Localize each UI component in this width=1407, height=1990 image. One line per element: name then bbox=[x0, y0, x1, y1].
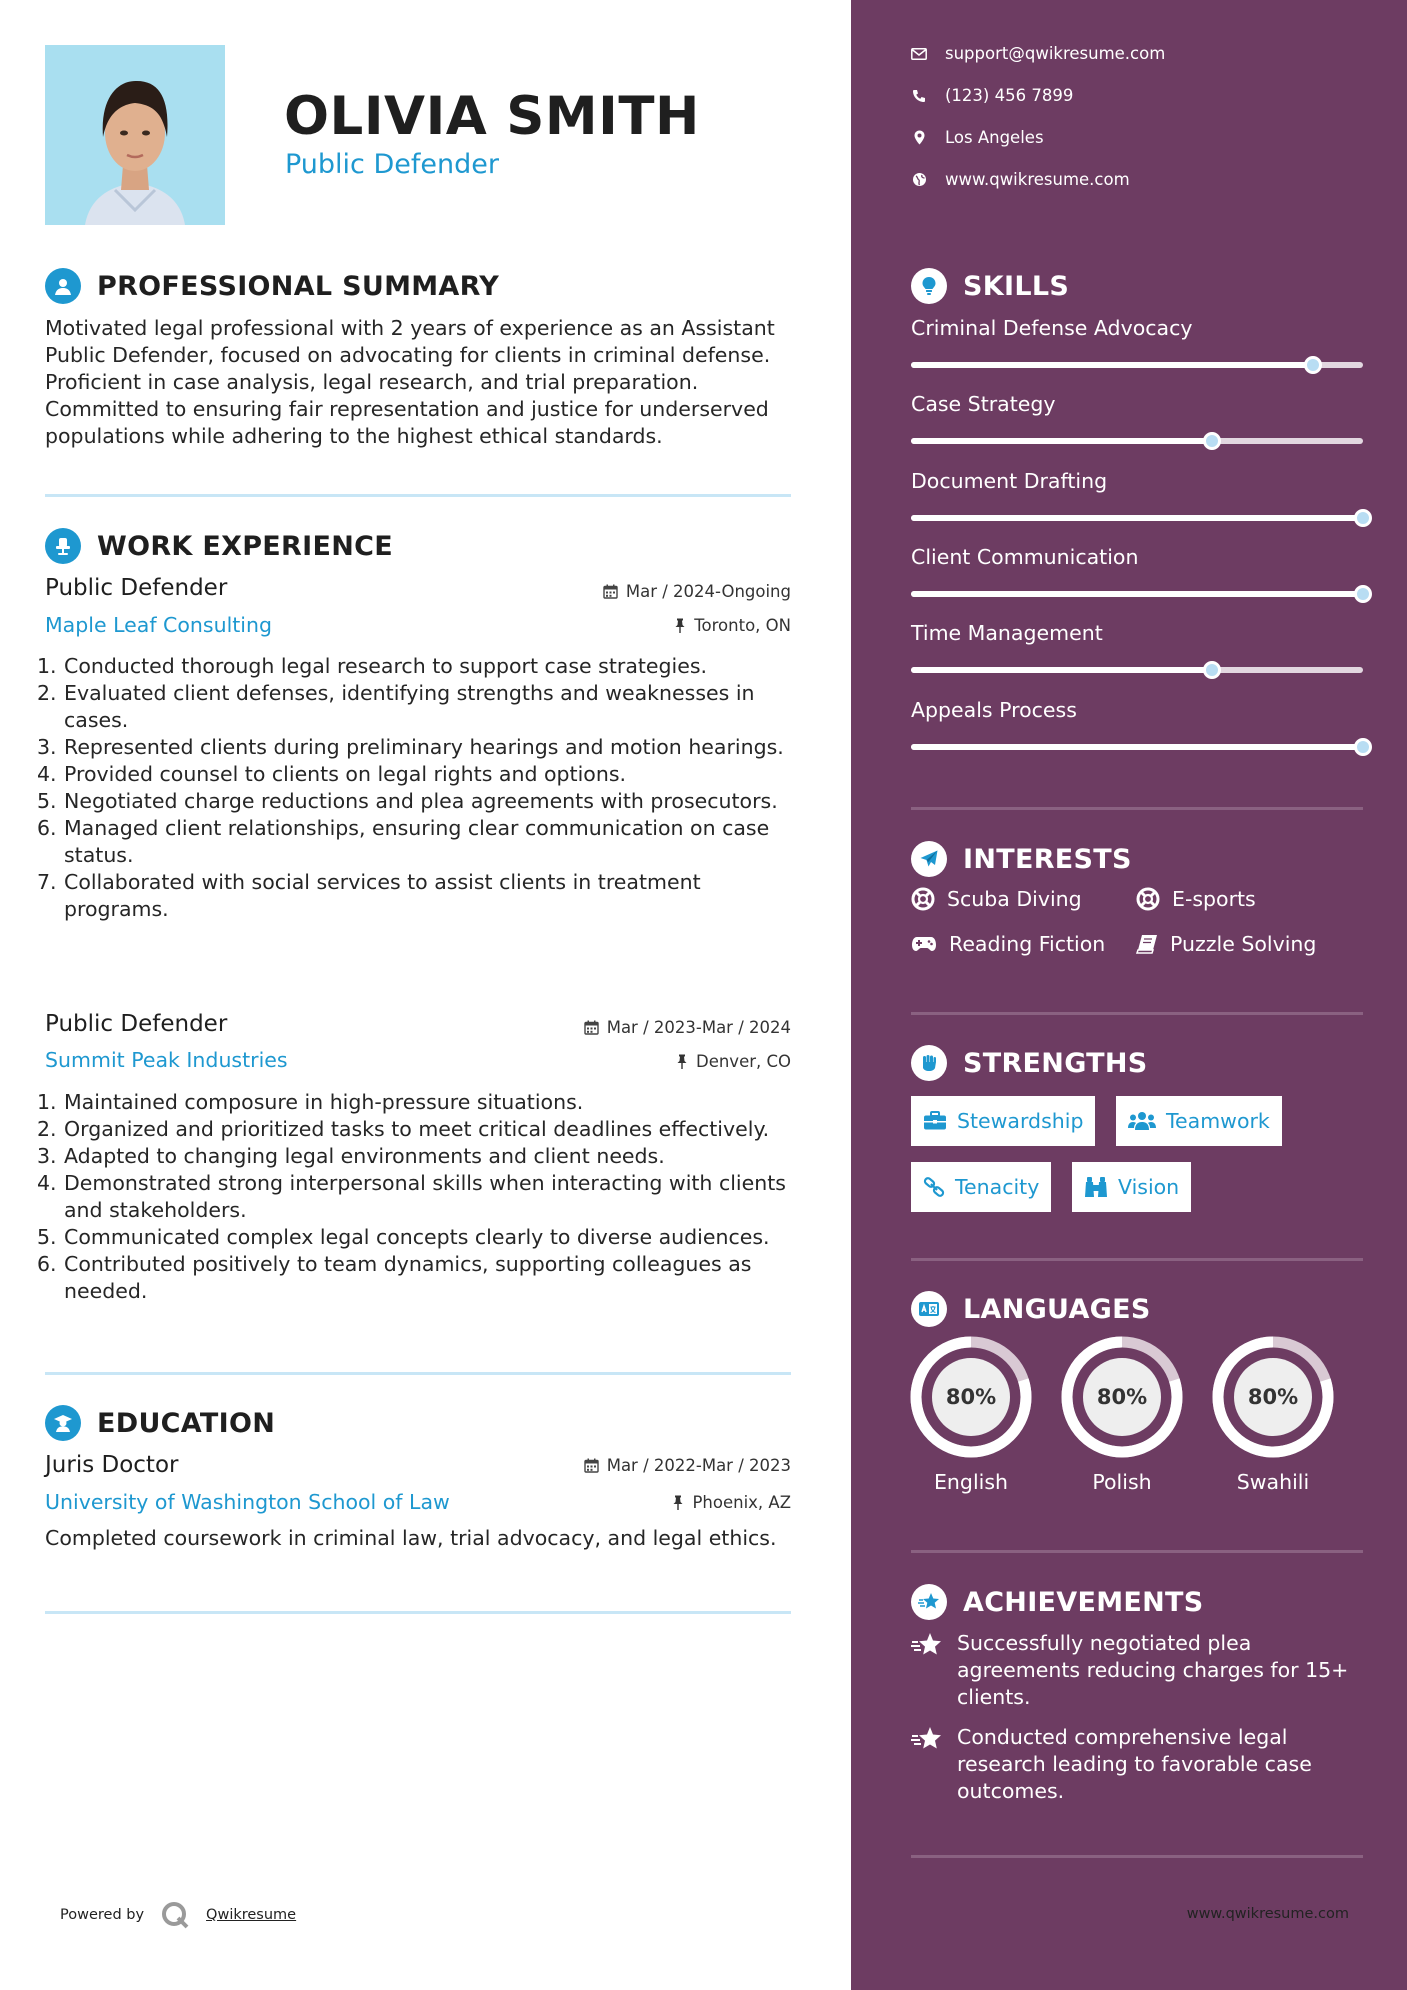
translate-icon bbox=[911, 1291, 947, 1327]
list-item: 4. Provided counsel to clients on legal rights and options. bbox=[37, 762, 627, 786]
pushpin-icon bbox=[672, 1495, 684, 1510]
achievements-title: ACHIEVEMENTS bbox=[963, 1586, 1204, 1618]
education-school: University of Washington School of Law bbox=[45, 1490, 450, 1514]
paper-plane-icon bbox=[911, 841, 947, 877]
star-icon bbox=[911, 1632, 943, 1658]
skill-bar-knob bbox=[1304, 356, 1322, 374]
strength-label: Tenacity bbox=[955, 1175, 1040, 1199]
language-percent: 80% bbox=[1096, 1385, 1148, 1409]
section-divider bbox=[911, 1855, 1363, 1858]
interest-item bbox=[1136, 887, 1256, 911]
contact-website[interactable] bbox=[911, 170, 1130, 189]
skill-bar-knob bbox=[1203, 432, 1221, 450]
calendar-icon bbox=[584, 1020, 599, 1035]
section-divider bbox=[45, 494, 791, 497]
education-degree: Juris Doctor bbox=[45, 1452, 179, 1478]
job-date-text: Mar / 2023-Mar / 2024 bbox=[606, 1018, 791, 1037]
footer-website[interactable]: www.qwikresume.com bbox=[1186, 1906, 1349, 1922]
list-item: 6. Contributed positively to team dynamics, supporting colleagues as needed. bbox=[37, 1252, 752, 1303]
list-item: 2. Evaluated client defenses, identifying strengths and weaknesses in cases. bbox=[37, 681, 755, 732]
skill-bar bbox=[911, 438, 1363, 444]
list-item: 7. Collaborated with social services to assist clients in treatment programs. bbox=[37, 870, 701, 921]
strength-label: Teamwork bbox=[1166, 1109, 1270, 1133]
interests-title: INTERESTS bbox=[963, 843, 1132, 875]
language-name: English bbox=[933, 1470, 1009, 1494]
summary-header bbox=[45, 268, 499, 304]
job-date-text: Mar / 2024-Ongoing bbox=[625, 582, 791, 601]
section-divider bbox=[45, 1372, 791, 1375]
link-icon bbox=[923, 1176, 945, 1198]
list-item: 6. Managed client relationships, ensuring clear communication on case status. bbox=[37, 816, 770, 867]
summary-title: PROFESSIONAL SUMMARY bbox=[97, 270, 500, 302]
pushpin-icon bbox=[676, 1054, 688, 1069]
user-icon bbox=[45, 268, 81, 304]
calendar-icon bbox=[603, 584, 618, 599]
job-title: Public Defender bbox=[45, 575, 228, 601]
language-progress-ring bbox=[1212, 1336, 1334, 1458]
section-divider bbox=[911, 1258, 1363, 1261]
star-icon bbox=[911, 1726, 943, 1752]
qwikresume-logo-icon bbox=[160, 1900, 190, 1930]
job-location-text: Denver, CO bbox=[695, 1052, 791, 1071]
skill-label: Appeals Process bbox=[911, 698, 1077, 722]
education-description: Completed coursework in criminal law, trial advocacy, and legal ethics. bbox=[45, 1526, 777, 1550]
job-company: Summit Peak Industries bbox=[45, 1048, 288, 1072]
skill-bar-knob bbox=[1354, 585, 1372, 603]
skill-bar-knob bbox=[1354, 738, 1372, 756]
job-responsibilities bbox=[37, 653, 805, 923]
skill-bar-knob bbox=[1354, 509, 1372, 527]
book-icon bbox=[1136, 934, 1158, 954]
skill-bar-knob bbox=[1203, 661, 1221, 679]
section-divider bbox=[911, 1550, 1363, 1553]
achievements-header bbox=[911, 1584, 1204, 1620]
skill-bar-fill bbox=[911, 744, 1363, 750]
fist-icon bbox=[911, 1045, 947, 1081]
contact-email[interactable] bbox=[911, 44, 1165, 63]
phone-icon bbox=[912, 89, 926, 103]
skill-bar-fill bbox=[911, 667, 1212, 673]
qwikresume-link[interactable]: Qwikresume bbox=[206, 1907, 297, 1923]
language-item bbox=[1212, 1336, 1334, 1494]
skill-bar bbox=[911, 667, 1363, 673]
envelope-icon bbox=[911, 48, 927, 60]
list-item: 5. Communicated complex legal concepts clearly to diverse audiences. bbox=[37, 1225, 770, 1249]
language-percent: 80% bbox=[945, 1385, 997, 1409]
powered-by-label: Powered by bbox=[60, 1907, 145, 1923]
skill-bar-fill bbox=[911, 515, 1363, 521]
interest-label: E-sports bbox=[1172, 887, 1256, 911]
skill-bar bbox=[911, 744, 1363, 750]
job-responsibilities bbox=[37, 1089, 805, 1305]
binoculars-icon bbox=[1084, 1176, 1108, 1198]
strength-chip bbox=[1072, 1162, 1191, 1212]
section-divider bbox=[45, 1611, 791, 1614]
skill-bar bbox=[911, 591, 1363, 597]
achievement-item bbox=[911, 1724, 1367, 1805]
list-item: 1. Maintained composure in high-pressure situations. bbox=[37, 1090, 584, 1114]
list-item: 4. Demonstrated strong interpersonal skills when interacting with clients and stakeholders. bbox=[37, 1171, 786, 1222]
list-item: 5. Negotiated charge reductions and plea agreements with prosecutors. bbox=[37, 789, 778, 813]
contact-email-text: support@qwikresume.com bbox=[945, 44, 1166, 63]
contact-location bbox=[911, 128, 1044, 147]
lightbulb-icon bbox=[911, 268, 947, 304]
strength-chip bbox=[911, 1096, 1095, 1146]
achievement-item bbox=[911, 1630, 1367, 1711]
interest-label: Reading Fiction bbox=[949, 932, 1106, 956]
job-location bbox=[674, 616, 791, 635]
skill-label: Client Communication bbox=[911, 545, 1139, 569]
powered-by bbox=[60, 1900, 296, 1930]
contact-phone[interactable] bbox=[911, 86, 1073, 105]
candidate-name: OLIVIA SMITH bbox=[284, 86, 700, 147]
list-item: 3. Adapted to changing legal environments and client needs. bbox=[37, 1144, 665, 1168]
languages-header bbox=[911, 1291, 1151, 1327]
language-name: Swahili bbox=[1236, 1470, 1310, 1494]
strength-chip bbox=[1116, 1096, 1282, 1146]
skill-label: Case Strategy bbox=[911, 392, 1056, 416]
office-chair-icon bbox=[45, 528, 81, 564]
strength-label: Stewardship bbox=[957, 1109, 1084, 1133]
strength-label: Vision bbox=[1118, 1175, 1180, 1199]
experience-header bbox=[45, 528, 393, 564]
education-date-text: Mar / 2022-Mar / 2023 bbox=[606, 1456, 791, 1475]
list-item: 3. Represented clients during preliminary hearings and motion hearings. bbox=[37, 735, 784, 759]
graduate-icon bbox=[45, 1405, 81, 1441]
interest-item bbox=[1136, 932, 1316, 956]
summary-text: Motivated legal professional with 2 years of experience as an Assistant Public Defender, focused on advocating for clients in criminal defense. Proficient in case analysis, legal research, and trial preparation. Committed to ensuring fair representation and justice for underserved populations while adhering to the highest ethical standards. bbox=[45, 316, 775, 448]
job-location-text: Toronto, ON bbox=[694, 616, 791, 635]
strengths-header bbox=[911, 1045, 1148, 1081]
experience-title: WORK EXPERIENCE bbox=[97, 530, 393, 562]
skill-label: Criminal Defense Advocacy bbox=[911, 316, 1193, 340]
education-location-text: Phoenix, AZ bbox=[692, 1493, 791, 1512]
language-name: Polish bbox=[1092, 1470, 1152, 1494]
skill-bar-fill bbox=[911, 438, 1212, 444]
skill-bar-fill bbox=[911, 362, 1313, 368]
job-location bbox=[676, 1052, 791, 1071]
languages-title: LANGUAGES bbox=[963, 1293, 1151, 1325]
interest-label: Scuba Diving bbox=[947, 887, 1082, 911]
interests-header bbox=[911, 841, 1132, 877]
gamepad-icon bbox=[911, 935, 937, 953]
interest-item bbox=[911, 887, 1082, 911]
skills-header bbox=[911, 268, 1069, 304]
language-item bbox=[910, 1336, 1032, 1494]
lifebuoy-icon bbox=[911, 887, 935, 911]
education-title: EDUCATION bbox=[97, 1407, 276, 1439]
skill-label: Time Management bbox=[911, 621, 1103, 645]
strength-chip bbox=[911, 1162, 1051, 1212]
skill-bar bbox=[911, 515, 1363, 521]
users-icon bbox=[1128, 1111, 1156, 1131]
language-progress-ring bbox=[910, 1336, 1032, 1458]
candidate-role: Public Defender bbox=[285, 149, 499, 180]
interest-label: Puzzle Solving bbox=[1170, 932, 1317, 956]
job-date bbox=[603, 582, 791, 601]
education-date bbox=[584, 1456, 791, 1475]
skill-bar bbox=[911, 362, 1363, 368]
language-progress-ring bbox=[1061, 1336, 1183, 1458]
job-title: Public Defender bbox=[45, 1011, 228, 1037]
contact-location-text: Los Angeles bbox=[945, 128, 1044, 147]
job-date bbox=[584, 1018, 791, 1037]
list-item: 1. Conducted thorough legal research to support case strategies. bbox=[37, 654, 708, 678]
list-item: 2. Organized and prioritized tasks to meet critical deadlines effectively. bbox=[37, 1117, 770, 1141]
skills-title: SKILLS bbox=[963, 270, 1070, 302]
interest-item bbox=[911, 932, 1105, 956]
profile-photo bbox=[45, 45, 225, 225]
profile-photo-image bbox=[45, 45, 225, 225]
strengths-title: STRENGTHS bbox=[963, 1047, 1148, 1079]
calendar-icon bbox=[584, 1458, 599, 1473]
section-divider bbox=[911, 807, 1363, 810]
globe-icon bbox=[912, 172, 927, 187]
language-item bbox=[1061, 1336, 1183, 1494]
section-divider bbox=[911, 1012, 1363, 1015]
language-percent: 80% bbox=[1247, 1385, 1299, 1409]
job-company: Maple Leaf Consulting bbox=[45, 613, 273, 637]
contact-phone-text: (123) 456 7899 bbox=[945, 86, 1074, 105]
skill-bar-fill bbox=[911, 591, 1363, 597]
lifebuoy-icon bbox=[1136, 887, 1160, 911]
skill-label: Document Drafting bbox=[911, 469, 1108, 493]
briefcase-icon bbox=[923, 1111, 947, 1131]
star-icon bbox=[911, 1584, 947, 1620]
pushpin-icon bbox=[674, 618, 686, 633]
contact-website-text: www.qwikresume.com bbox=[945, 170, 1130, 189]
education-location bbox=[672, 1493, 791, 1512]
achievement-text: Conducted comprehensive legal research leading to favorable case outcomes. bbox=[957, 1725, 1312, 1803]
achievement-text: Successfully negotiated plea agreements reducing charges for 15+ clients. bbox=[957, 1631, 1349, 1709]
sidebar bbox=[851, 0, 1407, 1990]
map-marker-icon bbox=[914, 130, 925, 145]
education-header bbox=[45, 1405, 275, 1441]
